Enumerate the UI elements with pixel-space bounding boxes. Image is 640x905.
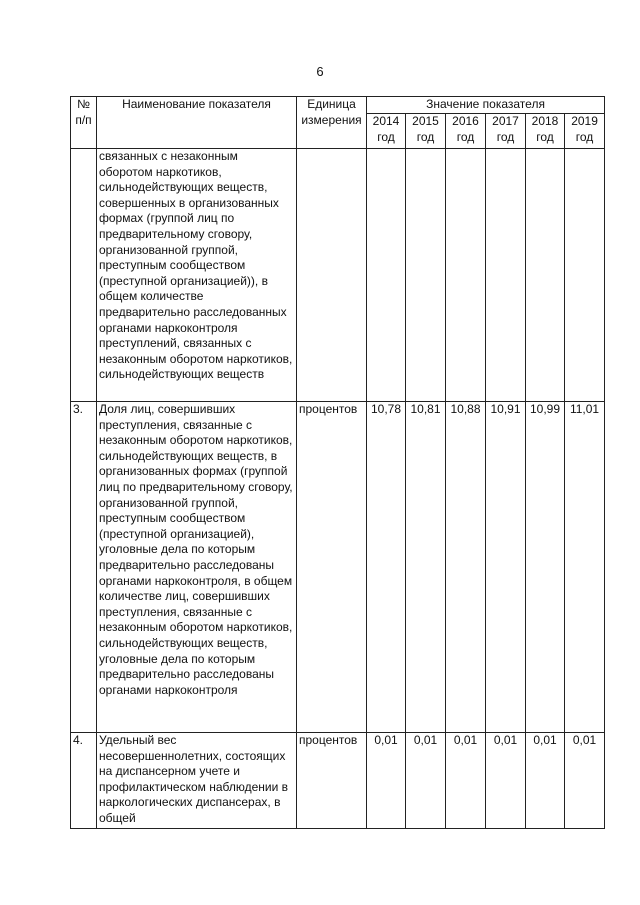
header-year: 2014 год [367,114,406,149]
indicator-unit: процентов [297,733,367,829]
indicator-value [565,149,605,402]
table-row [71,149,605,402]
header-row [71,97,605,114]
row-number: 3. [71,402,97,733]
indicator-value [486,149,526,402]
header-values-group: Значение показателя [367,97,605,114]
indicator-value: 0,01 [486,733,526,829]
indicator-value: 10,91 [486,402,526,733]
indicator-name: Удельный вес несовершеннолетних, состоящих на диспансерном учете и профилактическом наблюдении в наркологических диспансерах, в общей [97,733,297,829]
indicator-unit [297,149,367,402]
header-year: 2015 год [406,114,446,149]
indicator-value [526,149,565,402]
header-name: Наименование показателя [97,97,297,149]
indicator-value: 0,01 [406,733,446,829]
header-year: 2016 год [446,114,486,149]
indicator-value: 0,01 [446,733,486,829]
table-row [71,402,605,733]
indicator-unit: процентов [297,402,367,733]
row-number [71,149,97,402]
indicator-value: 10,88 [446,402,486,733]
page-number: 6 [316,64,324,79]
header-year: 2019 год [565,114,605,149]
indicator-value: 10,81 [406,402,446,733]
indicator-value: 11,01 [565,402,605,733]
indicator-value [446,149,486,402]
indicator-value: 10,78 [367,402,406,733]
indicator-value: 0,01 [526,733,565,829]
indicators-table [70,96,605,829]
indicator-name: связанных с незаконным оборотом наркотиков, сильнодействующих веществ, совершенных в организованных формах (группой лиц по предварительному сговору, организованной группой, преступным сообществом (преступной организацией)), в общем количестве предварительно расследованных органами наркоконтроля преступлений, связанных с незаконным оборотом наркотиков, сильнодействующих веществ [97,149,297,402]
indicator-value [406,149,446,402]
header-num: № п/п [71,97,97,149]
table-row [71,733,605,829]
indicator-value: 0,01 [565,733,605,829]
header-unit: Единица измерения [297,97,367,149]
header-year: 2017 год [486,114,526,149]
indicator-value: 10,99 [526,402,565,733]
indicator-value [367,149,406,402]
row-number: 4. [71,733,97,829]
indicator-name: Доля лиц, совершивших преступления, связанные с незаконным оборотом наркотиков, сильнодействующих веществ, в организованных формах (группой лиц по предварительному сговору, организованной группой, преступным сообществом (преступной организацией), уголовные дела по которым предварительно расследованы органами наркоконтроля, в общем количестве лиц, совершивших преступления, связанные с незаконным оборотом наркотиков, сильнодействующих веществ, уголовные дела по которым предварительно расследованы органами наркоконтроля [97,402,297,733]
indicator-value: 0,01 [367,733,406,829]
header-year: 2018 год [526,114,565,149]
